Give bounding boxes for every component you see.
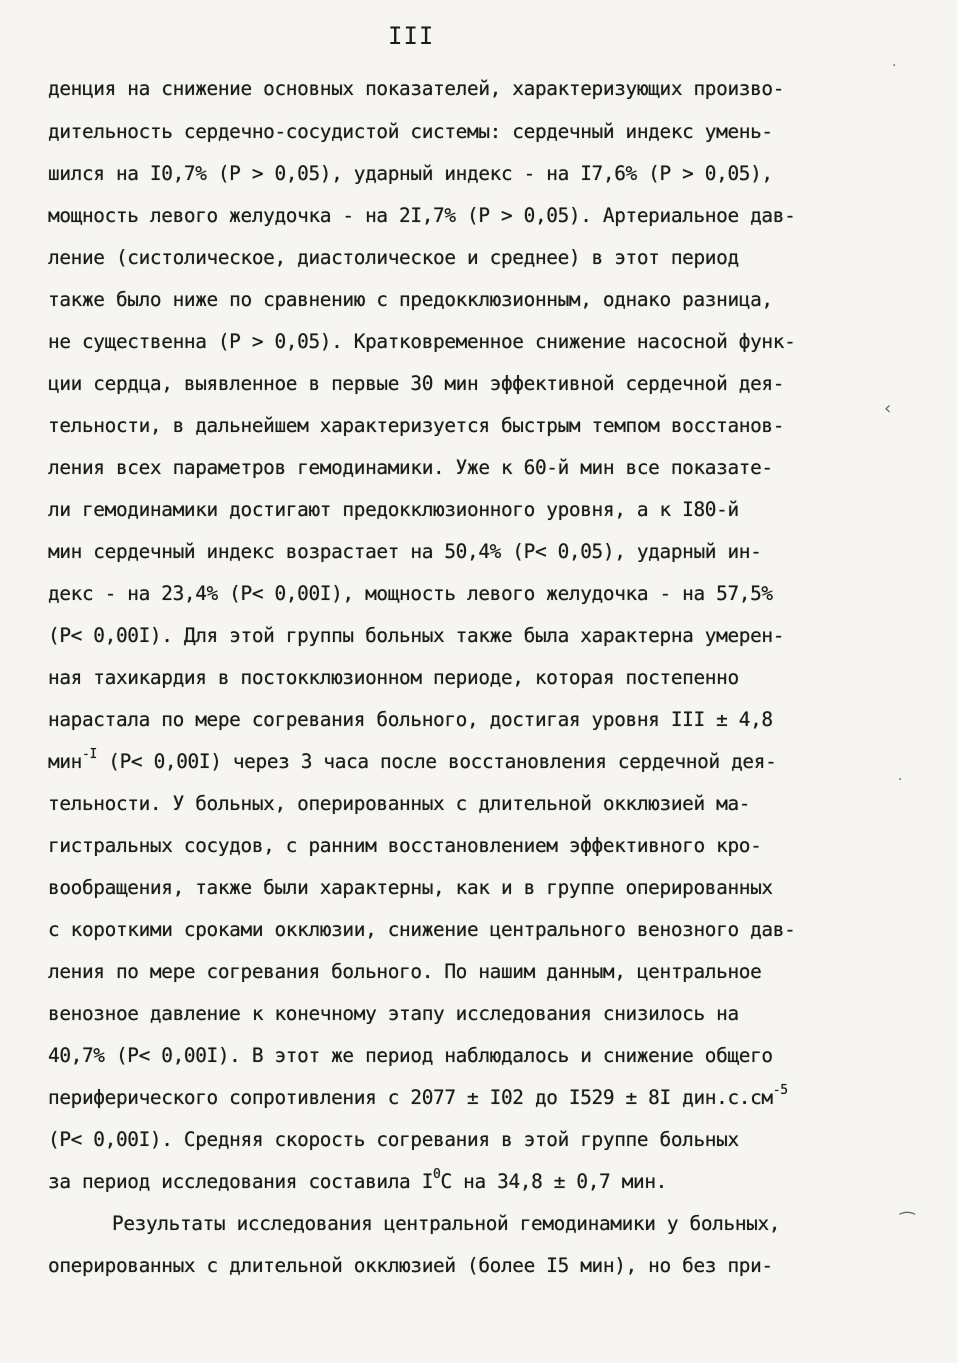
text-line: оперированных с длительной окклюзией (более I5 мин), но без при- xyxy=(48,1254,773,1277)
text-line xyxy=(48,1167,667,1193)
text-line: тельности, в дальнейшем характеризуется быстрым темпом восстанов- xyxy=(48,414,785,437)
text-line: гистральных сосудов, с ранним восстановлением эффективного кро- xyxy=(48,834,762,857)
text-line: ления всех параметров гемодинамики. Уже к 60-й мин все показате- xyxy=(48,456,773,479)
margin-mark: · xyxy=(898,772,903,788)
text-fragment: за период исследования составила I xyxy=(48,1170,434,1193)
text-line xyxy=(48,747,777,773)
text-line: дительность сердечно-сосудистой системы: сердечный индекс умень- xyxy=(48,120,773,143)
superscript: -5 xyxy=(772,1083,788,1098)
text-fragment: C на 34,8 ± 0,7 мин. xyxy=(440,1170,667,1193)
text-line: 40,7% (P< 0,00I). В этот же период наблюдалось и снижение общего xyxy=(48,1044,773,1067)
text-line: мощность левого желудочка - на 2I,7% (P > 0,05). Артериальное дав- xyxy=(48,204,796,227)
text-line: не существенна (P > 0,05). Кратковременное снижение насосной функ- xyxy=(48,330,796,353)
text-line: шился на I0,7% (P > 0,05), ударный индекс - на I7,6% (P > 0,05), xyxy=(48,162,773,185)
text-line: (P< 0,00I). Для этой группы больных также была характерна умерен- xyxy=(48,624,785,647)
text-line: ная тахикардия в постокклюзионном периоде, которая постепенно xyxy=(48,666,739,689)
paragraph-first-line: Результаты исследования центральной гемодинамики у больных, xyxy=(112,1212,781,1235)
margin-mark: · xyxy=(892,58,897,74)
text-fragment: (P< 0,00I) через 3 часа после восстановления сердечной дея- xyxy=(96,750,777,773)
text-line: мин сердечный индекс возрастает на 50,4% (P< 0,05), ударный ин- xyxy=(48,540,762,563)
text-line: ление (систолическое, диастолическое и среднее) в этот период xyxy=(48,246,739,269)
text-line: ции сердца, выявленное в первые 30 мин эффективной сердечной дея- xyxy=(48,372,785,395)
text-line: тельности. У больных, оперированных с длительной окклюзией ма- xyxy=(48,792,751,815)
text-line: вообращения, также были характерны, как и в группе оперированных xyxy=(48,876,773,899)
margin-mark: ⁀ xyxy=(900,1212,915,1233)
text-line: нарастала по мере согревания больного, достигая уровня III ± 4,8 xyxy=(48,708,773,731)
text-fragment: периферического сопротивления с 2077 ± I02 до I529 ± 8I дин.с.см xyxy=(48,1086,773,1109)
text-line: также было ниже по сравнению с предокклюзионным, однако разница, xyxy=(48,288,773,311)
text-line xyxy=(48,1083,788,1109)
text-line: ли гемодинамики достигают предокклюзионного уровня, а к I80-й xyxy=(48,498,739,521)
text-line: (P< 0,00I). Средняя скорость согревания в этой группе больных xyxy=(48,1128,739,1151)
text-line: ления по мере согревания больного. По нашим данным, центральное xyxy=(48,960,762,983)
text-line: декс - на 23,4% (P< 0,00I), мощность левого желудочка - на 57,5% xyxy=(48,582,773,605)
superscript: 0 xyxy=(433,1167,441,1182)
text-fragment: мин xyxy=(48,750,82,773)
page-number: III xyxy=(388,22,435,50)
text-line: денция на снижение основных показателей, характеризующих произво- xyxy=(48,77,785,100)
margin-mark: ‹ xyxy=(884,398,892,419)
text-line: венозное давление к конечному этапу исследования снизилось на xyxy=(48,1002,739,1025)
superscript: -I xyxy=(81,747,97,762)
text-line: с короткими сроками окклюзии, снижение центрального венозного дав- xyxy=(48,918,796,941)
